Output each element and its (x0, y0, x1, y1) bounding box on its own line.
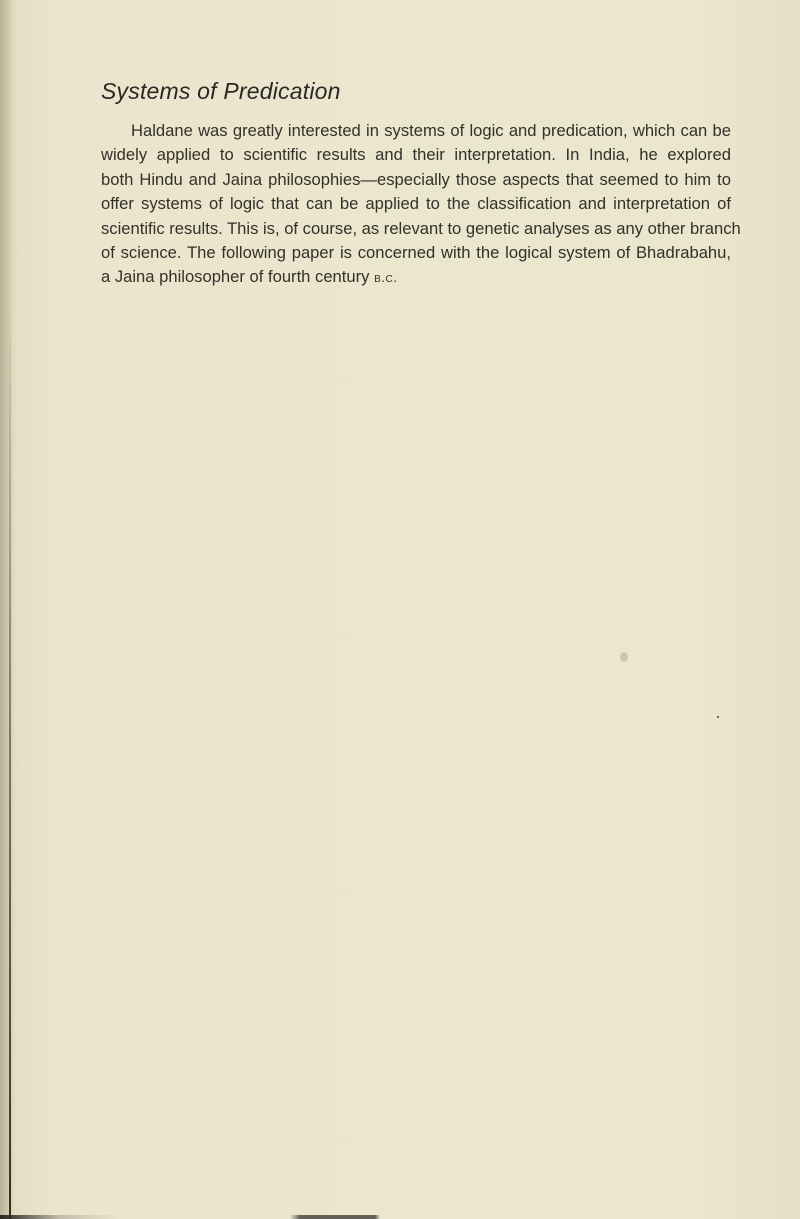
paragraph-line: of science. The following paper is concerned with the logical system of Bhadrabahu, (101, 243, 731, 263)
section-heading: Systems of Predication (101, 78, 341, 104)
spine-shadow (0, 0, 14, 1219)
gutter-line (9, 300, 11, 1219)
paragraph-line: both Hindu and Jaina philosophies—especially those aspects that seemed to him to (101, 169, 731, 189)
paper-mark (717, 716, 719, 718)
era-abbreviation: b.c. (374, 270, 398, 286)
paragraph-line: Haldane was greatly interested in systems of logic and predication, which can be (131, 121, 731, 140)
section-paragraph (101, 119, 741, 291)
paragraph-line: scientific results. This is, of course, as relevant to genetic analyses as any other branch (101, 218, 741, 238)
paragraph-line-text: a Jaina philosopher of fourth century (101, 267, 370, 287)
page-bottom-edge (0, 1215, 380, 1219)
paragraph-line: offer systems of logic that can be applied to the classification and interpretation of (101, 194, 731, 214)
paragraph-line-final (101, 265, 731, 290)
paper-speck (620, 652, 628, 662)
paragraph-line: widely applied to scientific results and their interpretation. In India, he explored (101, 145, 731, 165)
